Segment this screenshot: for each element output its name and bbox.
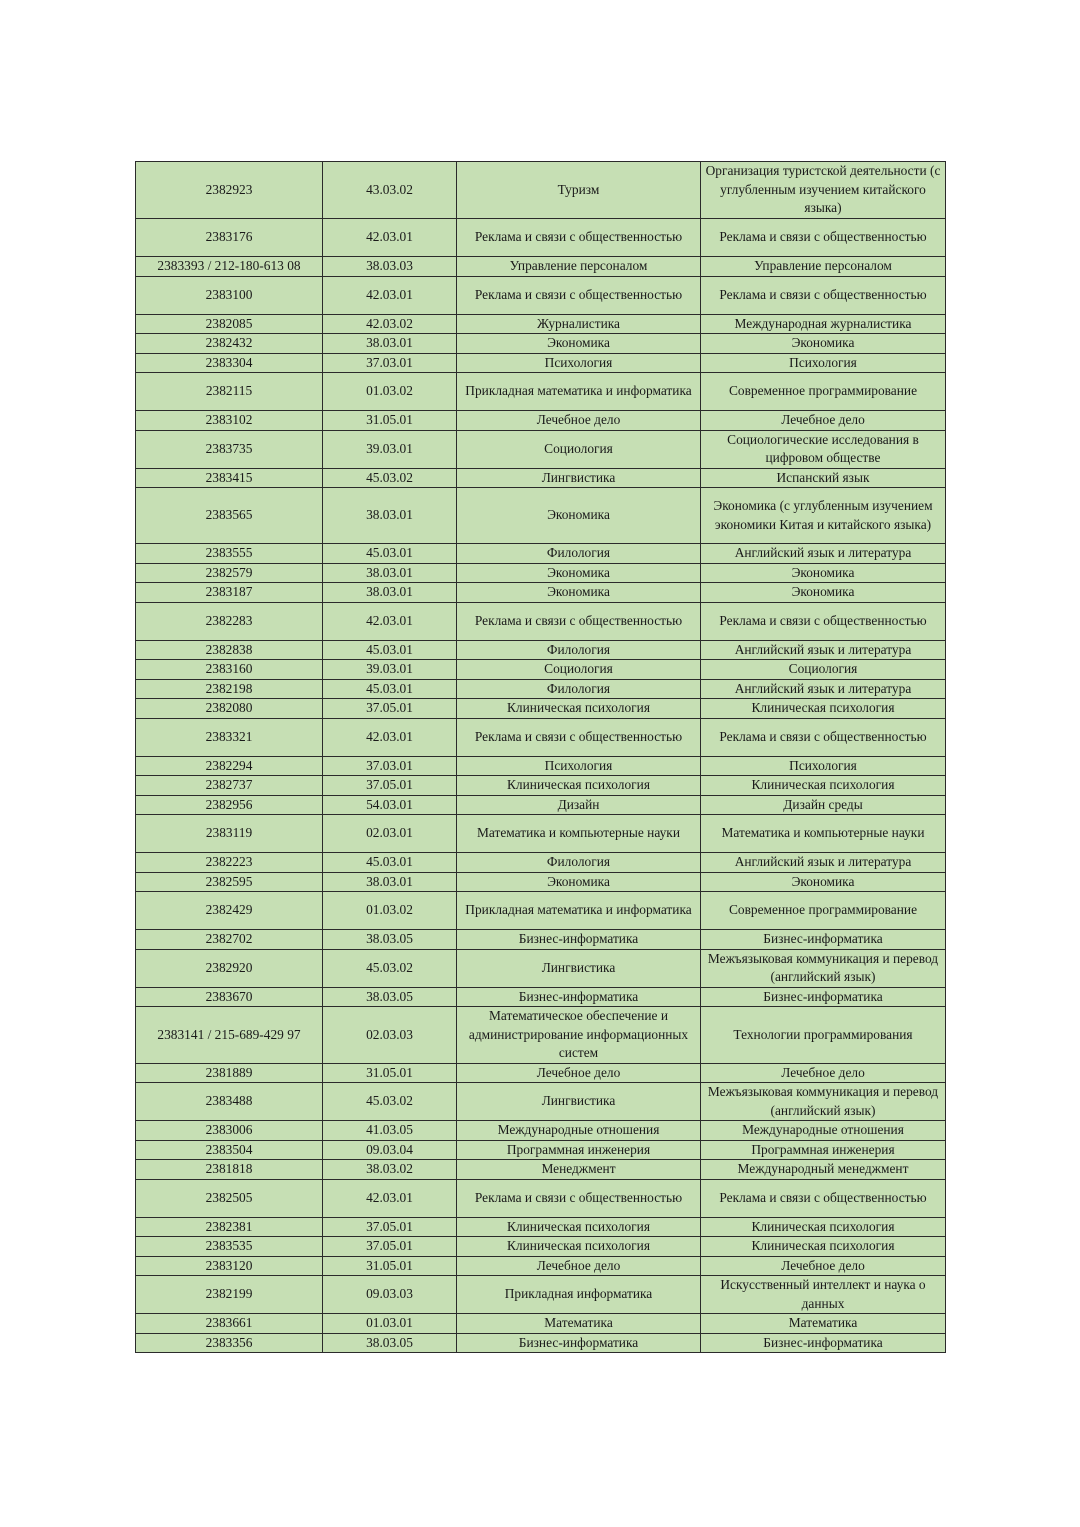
cell-program-profile: Математика bbox=[701, 1314, 946, 1334]
cell-applicant-id: 2382115 bbox=[136, 373, 323, 411]
cell-program-direction: Управление персоналом bbox=[457, 257, 701, 277]
cell-applicant-id: 2382923 bbox=[136, 162, 323, 219]
cell-program-direction: Реклама и связи с общественностью bbox=[457, 219, 701, 257]
cell-program-direction: Филология bbox=[457, 544, 701, 564]
cell-applicant-id: 2383356 bbox=[136, 1333, 323, 1353]
cell-program-direction: Психология bbox=[457, 353, 701, 373]
cell-program-profile: Экономика bbox=[701, 334, 946, 354]
cell-program-direction: Филология bbox=[457, 853, 701, 873]
cell-program-code: 09.03.04 bbox=[323, 1140, 457, 1160]
cell-applicant-id: 2383100 bbox=[136, 276, 323, 314]
cell-program-code: 37.03.01 bbox=[323, 353, 457, 373]
cell-program-code: 38.03.05 bbox=[323, 930, 457, 950]
table-row bbox=[136, 602, 946, 640]
cell-program-code: 09.03.03 bbox=[323, 1276, 457, 1314]
cell-program-code: 38.03.03 bbox=[323, 257, 457, 277]
cell-program-code: 37.05.01 bbox=[323, 776, 457, 796]
cell-program-profile: Английский язык и литература bbox=[701, 679, 946, 699]
cell-applicant-id: 2383102 bbox=[136, 411, 323, 431]
cell-program-direction: Международные отношения bbox=[457, 1121, 701, 1141]
cell-program-profile: Психология bbox=[701, 756, 946, 776]
cell-program-direction: Реклама и связи с общественностью bbox=[457, 1179, 701, 1217]
cell-program-code: 42.03.01 bbox=[323, 1179, 457, 1217]
table-row bbox=[136, 1237, 946, 1257]
cell-applicant-id: 2382920 bbox=[136, 949, 323, 987]
cell-program-code: 41.03.05 bbox=[323, 1121, 457, 1141]
table-row bbox=[136, 872, 946, 892]
table-row bbox=[136, 162, 946, 219]
cell-program-direction: Менеджмент bbox=[457, 1160, 701, 1180]
cell-program-direction: Экономика bbox=[457, 583, 701, 603]
cell-program-direction: Прикладная математика и информатика bbox=[457, 892, 701, 930]
cell-applicant-id: 2382199 bbox=[136, 1276, 323, 1314]
cell-program-profile: Клиническая психология bbox=[701, 776, 946, 796]
cell-program-profile: Экономика bbox=[701, 563, 946, 583]
cell-program-code: 39.03.01 bbox=[323, 430, 457, 468]
cell-program-profile: Реклама и связи с общественностью bbox=[701, 219, 946, 257]
cell-program-code: 45.03.02 bbox=[323, 949, 457, 987]
cell-program-direction: Реклама и связи с общественностью bbox=[457, 602, 701, 640]
cell-program-profile: Социология bbox=[701, 660, 946, 680]
cell-program-direction: Лечебное дело bbox=[457, 1063, 701, 1083]
cell-program-direction: Бизнес-информатика bbox=[457, 1333, 701, 1353]
cell-program-direction: Математическое обеспечение и администрирование информационных систем bbox=[457, 1007, 701, 1064]
cell-program-direction: Социология bbox=[457, 430, 701, 468]
cell-program-direction: Лечебное дело bbox=[457, 411, 701, 431]
table-row bbox=[136, 1333, 946, 1353]
cell-applicant-id: 2382381 bbox=[136, 1217, 323, 1237]
cell-applicant-id: 2382838 bbox=[136, 640, 323, 660]
table-row bbox=[136, 795, 946, 815]
table-row bbox=[136, 776, 946, 796]
cell-applicant-id: 2382223 bbox=[136, 853, 323, 873]
cell-program-code: 38.03.01 bbox=[323, 872, 457, 892]
cell-applicant-id: 2383393 / 212-180-613 08 bbox=[136, 257, 323, 277]
table-row bbox=[136, 1217, 946, 1237]
cell-program-code: 01.03.01 bbox=[323, 1314, 457, 1334]
cell-applicant-id: 2382198 bbox=[136, 679, 323, 699]
table-row bbox=[136, 987, 946, 1007]
cell-program-direction: Экономика bbox=[457, 563, 701, 583]
cell-program-code: 31.05.01 bbox=[323, 1063, 457, 1083]
table-row bbox=[136, 1063, 946, 1083]
cell-program-code: 37.03.01 bbox=[323, 756, 457, 776]
cell-program-profile: Математика и компьютерные науки bbox=[701, 815, 946, 853]
cell-program-code: 42.03.02 bbox=[323, 314, 457, 334]
cell-program-profile: Английский язык и литература bbox=[701, 640, 946, 660]
cell-program-code: 38.03.01 bbox=[323, 583, 457, 603]
cell-program-profile: Лечебное дело bbox=[701, 1063, 946, 1083]
cell-program-direction: Реклама и связи с общественностью bbox=[457, 718, 701, 756]
cell-applicant-id: 2383735 bbox=[136, 430, 323, 468]
cell-program-profile: Бизнес-информатика bbox=[701, 930, 946, 950]
table-row bbox=[136, 1179, 946, 1217]
table-row bbox=[136, 1140, 946, 1160]
cell-program-profile: Социологические исследования в цифровом обществе bbox=[701, 430, 946, 468]
cell-program-code: 31.05.01 bbox=[323, 411, 457, 431]
table-row bbox=[136, 314, 946, 334]
table-row bbox=[136, 718, 946, 756]
cell-program-code: 01.03.02 bbox=[323, 892, 457, 930]
cell-program-profile: Технологии программирования bbox=[701, 1007, 946, 1064]
table-row bbox=[136, 488, 946, 544]
cell-applicant-id: 2383661 bbox=[136, 1314, 323, 1334]
cell-applicant-id: 2381889 bbox=[136, 1063, 323, 1083]
cell-program-code: 37.05.01 bbox=[323, 699, 457, 719]
cell-program-direction: Бизнес-информатика bbox=[457, 930, 701, 950]
applicants-table bbox=[135, 161, 946, 1353]
cell-program-code: 45.03.02 bbox=[323, 468, 457, 488]
cell-program-profile: Управление персоналом bbox=[701, 257, 946, 277]
cell-program-profile: Лечебное дело bbox=[701, 1256, 946, 1276]
cell-program-profile: Клиническая психология bbox=[701, 1217, 946, 1237]
table-row bbox=[136, 930, 946, 950]
cell-applicant-id: 2383176 bbox=[136, 219, 323, 257]
cell-program-profile: Экономика bbox=[701, 872, 946, 892]
cell-program-direction: Клиническая психология bbox=[457, 699, 701, 719]
cell-program-direction: Клиническая психология bbox=[457, 1237, 701, 1257]
cell-applicant-id: 2382080 bbox=[136, 699, 323, 719]
table-row bbox=[136, 1007, 946, 1064]
cell-program-code: 37.05.01 bbox=[323, 1237, 457, 1257]
cell-program-direction: Экономика bbox=[457, 334, 701, 354]
cell-program-profile: Дизайн среды bbox=[701, 795, 946, 815]
cell-program-direction: Филология bbox=[457, 640, 701, 660]
table-row bbox=[136, 257, 946, 277]
cell-program-code: 45.03.01 bbox=[323, 640, 457, 660]
cell-program-code: 42.03.01 bbox=[323, 219, 457, 257]
cell-applicant-id: 2382294 bbox=[136, 756, 323, 776]
table-row bbox=[136, 583, 946, 603]
cell-program-direction: Экономика bbox=[457, 488, 701, 544]
cell-applicant-id: 2383415 bbox=[136, 468, 323, 488]
cell-program-profile: Психология bbox=[701, 353, 946, 373]
cell-program-profile: Английский язык и литература bbox=[701, 853, 946, 873]
cell-program-profile: Клиническая психология bbox=[701, 699, 946, 719]
cell-program-profile: Организация туристской деятельности (с углубленным изучением китайского языка) bbox=[701, 162, 946, 219]
cell-program-profile: Реклама и связи с общественностью bbox=[701, 602, 946, 640]
table-row bbox=[136, 679, 946, 699]
cell-program-direction: Психология bbox=[457, 756, 701, 776]
cell-program-direction: Прикладная математика и информатика bbox=[457, 373, 701, 411]
cell-program-direction: Математика и компьютерные науки bbox=[457, 815, 701, 853]
table-row bbox=[136, 699, 946, 719]
cell-applicant-id: 2382956 bbox=[136, 795, 323, 815]
cell-program-direction: Лечебное дело bbox=[457, 1256, 701, 1276]
table-row bbox=[136, 949, 946, 987]
cell-program-code: 02.03.01 bbox=[323, 815, 457, 853]
cell-program-code: 37.05.01 bbox=[323, 1217, 457, 1237]
cell-program-profile: Современное программирование bbox=[701, 373, 946, 411]
cell-applicant-id: 2382283 bbox=[136, 602, 323, 640]
cell-program-direction: Лингвистика bbox=[457, 468, 701, 488]
cell-program-profile: Современное программирование bbox=[701, 892, 946, 930]
cell-program-direction: Математика bbox=[457, 1314, 701, 1334]
cell-program-direction: Дизайн bbox=[457, 795, 701, 815]
cell-applicant-id: 2383535 bbox=[136, 1237, 323, 1257]
table-row bbox=[136, 373, 946, 411]
cell-applicant-id: 2382737 bbox=[136, 776, 323, 796]
cell-applicant-id: 2382579 bbox=[136, 563, 323, 583]
cell-program-direction: Экономика bbox=[457, 872, 701, 892]
cell-program-profile: Реклама и связи с общественностью bbox=[701, 1179, 946, 1217]
cell-program-code: 38.03.01 bbox=[323, 563, 457, 583]
cell-applicant-id: 2382702 bbox=[136, 930, 323, 950]
table-row bbox=[136, 411, 946, 431]
cell-applicant-id: 2383488 bbox=[136, 1083, 323, 1121]
cell-program-profile: Международная журналистика bbox=[701, 314, 946, 334]
cell-program-code: 39.03.01 bbox=[323, 660, 457, 680]
cell-program-direction: Туризм bbox=[457, 162, 701, 219]
cell-applicant-id: 2382429 bbox=[136, 892, 323, 930]
cell-applicant-id: 2383321 bbox=[136, 718, 323, 756]
table-row bbox=[136, 430, 946, 468]
cell-applicant-id: 2383304 bbox=[136, 353, 323, 373]
cell-program-direction: Прикладная информатика bbox=[457, 1276, 701, 1314]
cell-program-profile: Английский язык и литература bbox=[701, 544, 946, 564]
cell-program-profile: Испанский язык bbox=[701, 468, 946, 488]
cell-program-direction: Клиническая психология bbox=[457, 776, 701, 796]
cell-program-profile: Клиническая психология bbox=[701, 1237, 946, 1257]
cell-program-profile: Программная инженерия bbox=[701, 1140, 946, 1160]
cell-program-code: 38.03.01 bbox=[323, 488, 457, 544]
cell-applicant-id: 2383504 bbox=[136, 1140, 323, 1160]
cell-program-direction: Программная инженерия bbox=[457, 1140, 701, 1160]
cell-program-direction: Лингвистика bbox=[457, 1083, 701, 1121]
table-body bbox=[136, 162, 946, 1353]
cell-program-profile: Международный менеджмент bbox=[701, 1160, 946, 1180]
cell-applicant-id: 2383670 bbox=[136, 987, 323, 1007]
table-row bbox=[136, 334, 946, 354]
table-row bbox=[136, 1121, 946, 1141]
cell-program-code: 45.03.01 bbox=[323, 853, 457, 873]
cell-program-direction: Филология bbox=[457, 679, 701, 699]
cell-applicant-id: 2383565 bbox=[136, 488, 323, 544]
cell-program-code: 42.03.01 bbox=[323, 276, 457, 314]
cell-applicant-id: 2382432 bbox=[136, 334, 323, 354]
cell-program-direction: Социология bbox=[457, 660, 701, 680]
cell-applicant-id: 2383187 bbox=[136, 583, 323, 603]
cell-applicant-id: 2382085 bbox=[136, 314, 323, 334]
cell-applicant-id: 2382505 bbox=[136, 1179, 323, 1217]
cell-applicant-id: 2383120 bbox=[136, 1256, 323, 1276]
cell-program-code: 45.03.02 bbox=[323, 1083, 457, 1121]
cell-program-code: 01.03.02 bbox=[323, 373, 457, 411]
cell-program-profile: Лечебное дело bbox=[701, 411, 946, 431]
table-row bbox=[136, 660, 946, 680]
cell-program-code: 38.03.05 bbox=[323, 987, 457, 1007]
cell-program-code: 45.03.01 bbox=[323, 679, 457, 699]
table-row bbox=[136, 640, 946, 660]
cell-applicant-id: 2383006 bbox=[136, 1121, 323, 1141]
cell-program-profile: Международные отношения bbox=[701, 1121, 946, 1141]
cell-program-profile: Реклама и связи с общественностью bbox=[701, 276, 946, 314]
cell-program-profile: Искусственный интеллект и наука о данных bbox=[701, 1276, 946, 1314]
cell-program-direction: Лингвистика bbox=[457, 949, 701, 987]
cell-program-profile: Межъязыковая коммуникация и перевод (английский язык) bbox=[701, 1083, 946, 1121]
cell-program-profile: Бизнес-информатика bbox=[701, 987, 946, 1007]
cell-applicant-id: 2383160 bbox=[136, 660, 323, 680]
cell-program-profile: Межъязыковая коммуникация и перевод (английский язык) bbox=[701, 949, 946, 987]
cell-program-code: 54.03.01 bbox=[323, 795, 457, 815]
cell-program-direction: Журналистика bbox=[457, 314, 701, 334]
cell-program-profile: Реклама и связи с общественностью bbox=[701, 718, 946, 756]
cell-program-code: 38.03.05 bbox=[323, 1333, 457, 1353]
table-row bbox=[136, 1083, 946, 1121]
cell-applicant-id: 2383141 / 215-689-429 97 bbox=[136, 1007, 323, 1064]
cell-applicant-id: 2381818 bbox=[136, 1160, 323, 1180]
table-row bbox=[136, 892, 946, 930]
table-row bbox=[136, 276, 946, 314]
table-row bbox=[136, 1314, 946, 1334]
table-row bbox=[136, 853, 946, 873]
cell-program-profile: Бизнес-информатика bbox=[701, 1333, 946, 1353]
cell-program-code: 02.03.03 bbox=[323, 1007, 457, 1064]
cell-program-direction: Клиническая психология bbox=[457, 1217, 701, 1237]
table-row bbox=[136, 1256, 946, 1276]
cell-program-direction: Реклама и связи с общественностью bbox=[457, 276, 701, 314]
cell-applicant-id: 2382595 bbox=[136, 872, 323, 892]
cell-program-code: 45.03.01 bbox=[323, 544, 457, 564]
table-row bbox=[136, 563, 946, 583]
table-row bbox=[136, 544, 946, 564]
cell-applicant-id: 2383119 bbox=[136, 815, 323, 853]
table-row bbox=[136, 815, 946, 853]
cell-program-code: 31.05.01 bbox=[323, 1256, 457, 1276]
cell-program-direction: Бизнес-информатика bbox=[457, 987, 701, 1007]
table-row bbox=[136, 219, 946, 257]
cell-program-code: 38.03.02 bbox=[323, 1160, 457, 1180]
table-row bbox=[136, 468, 946, 488]
table-row bbox=[136, 756, 946, 776]
cell-program-profile: Экономика bbox=[701, 583, 946, 603]
cell-program-code: 43.03.02 bbox=[323, 162, 457, 219]
table-row bbox=[136, 353, 946, 373]
cell-program-code: 42.03.01 bbox=[323, 718, 457, 756]
cell-program-code: 38.03.01 bbox=[323, 334, 457, 354]
table-row bbox=[136, 1276, 946, 1314]
cell-applicant-id: 2383555 bbox=[136, 544, 323, 564]
cell-program-profile: Экономика (с углубленным изучением экономики Китая и китайского языка) bbox=[701, 488, 946, 544]
cell-program-code: 42.03.01 bbox=[323, 602, 457, 640]
table-row bbox=[136, 1160, 946, 1180]
